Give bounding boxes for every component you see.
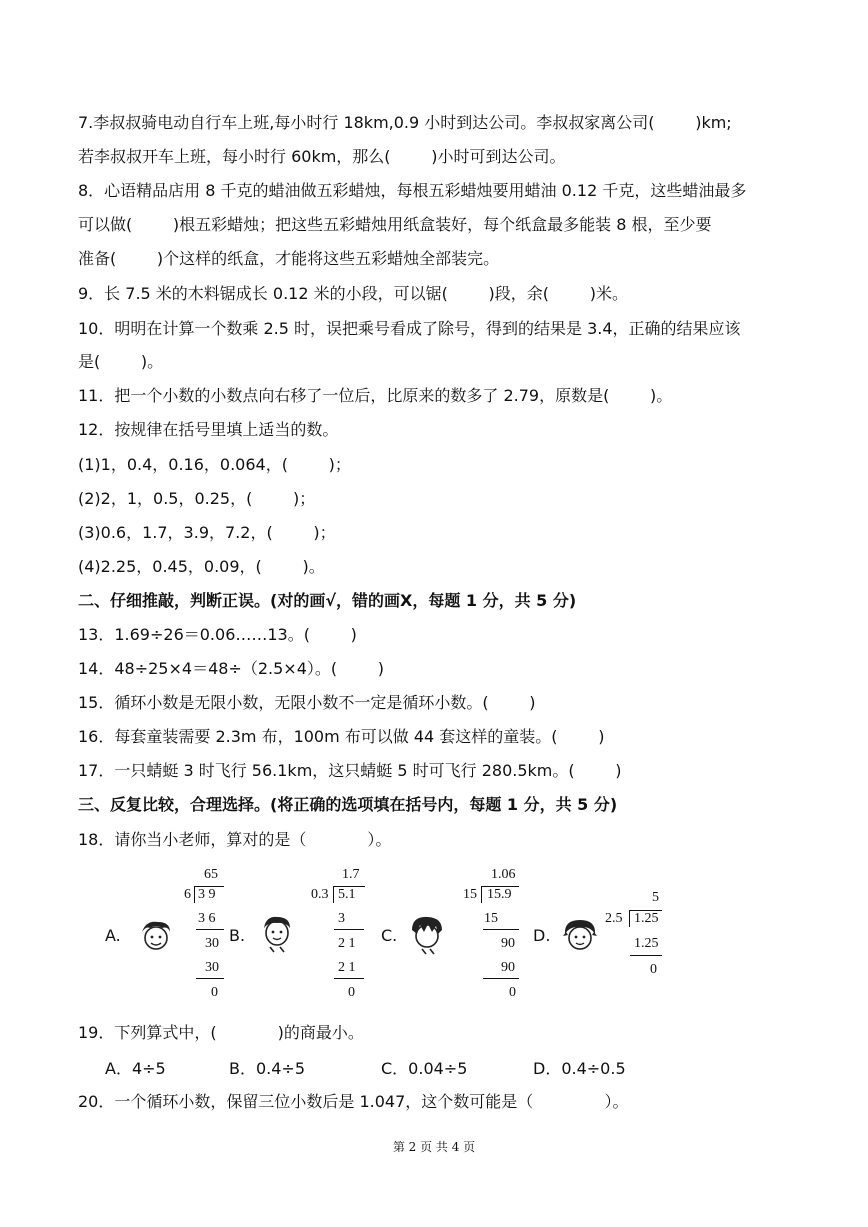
division-c-subtract-1: 15: [484, 911, 498, 926]
student-face-icon: [136, 916, 176, 956]
division-a-dividend: 3 9: [198, 887, 216, 902]
q8-line-3: 准备( )个这样的纸盒，才能将这些五彩蜡烛全部装完。: [78, 249, 500, 268]
division-d-dividend: 1.25: [634, 911, 659, 926]
student-face-icon: [560, 916, 600, 956]
choice-d-label: D.: [533, 926, 551, 945]
q9-line: 9．长 7.5 米的木料锯成长 0.12 米的小段，可以锯( )段，余( )米。: [78, 284, 628, 303]
q11-line: 11．把一个小数的小数点向右移了一位后，比原来的数多了 2.79，原数是( )。: [78, 386, 673, 405]
division-rule: [483, 929, 519, 930]
section-2-heading: 二、仔细推敲，判断正误。(对的画√，错的画X，每题 1 分，共 5 分): [78, 591, 577, 610]
division-bracket: [629, 910, 630, 927]
division-rule: [196, 978, 224, 979]
division-rule: [334, 978, 364, 979]
q12-part-2: (2)2，1，0.5，0.25，( )；: [78, 489, 316, 508]
division-a-subtract-2: 30: [205, 960, 219, 975]
division-b-remainder-1: 2 1: [338, 936, 356, 951]
q12-part-3: (3)0.6，1.7，3.9，7.2，( )；: [78, 523, 336, 542]
division-bar: [481, 886, 519, 887]
q19-option-d: D．0.4÷0.5: [533, 1059, 626, 1078]
choice-b-label: B.: [229, 926, 246, 945]
division-b-subtract-1: 3: [338, 911, 345, 926]
q16-line: 16．每套童装需要 2.3m 布，100m 布可以做 44 套这样的童装。( ): [78, 727, 605, 746]
division-c-subtract-2: 90: [501, 960, 515, 975]
division-b-subtract-2: 2 1: [338, 960, 356, 975]
q19-option-a: A．4÷5: [105, 1059, 166, 1078]
division-b-remainder-2: 0: [348, 985, 355, 1000]
section-3-heading: 三、反复比较，合理选择。(将正确的选项填在括号内，每题 1 分，共 5 分): [78, 795, 618, 814]
q7-line-1: 7.李叔叔骑电动自行车上班,每小时行 18km,0.9 小时到达公司。李叔叔家离公司( )km;: [78, 113, 732, 132]
division-c-remainder-1: 90: [501, 936, 515, 951]
q18-line: 18．请你当小老师，算对的是（ ）。: [78, 830, 392, 849]
division-bar: [629, 910, 662, 911]
division-d-subtract-1: 1.25: [634, 936, 659, 951]
division-bracket: [333, 886, 334, 903]
division-rule: [483, 978, 519, 979]
q8-line-2: 可以做( )根五彩蜡烛；把这些五彩蜡烛用纸盒装好，每个纸盒最多能装 8 根，至少要: [78, 215, 712, 234]
q12-part-1: (1)1，0.4，0.16，0.064，( )；: [78, 455, 351, 474]
q15-line: 15．循环小数是无限小数，无限小数不一定是循环小数。( ): [78, 693, 536, 712]
division-rule: [630, 955, 662, 956]
q10-line-2: 是( )。: [78, 352, 164, 371]
choice-a-label: A.: [105, 926, 121, 945]
division-c-quotient: 1.06: [491, 867, 516, 882]
division-b-quotient: 1.7: [342, 867, 360, 882]
q12-part-4: (4)2.25，0.45，0.09，( )。: [78, 557, 325, 576]
division-a-remainder-1: 30: [205, 936, 219, 951]
q19-line: 19．下列算式中，( )的商最小。: [78, 1023, 364, 1042]
division-a-remainder-2: 0: [211, 985, 218, 1000]
choice-c-label: C.: [381, 926, 398, 945]
division-d-quotient: 5: [652, 890, 659, 905]
q17-line: 17．一只蜻蜓 3 时飞行 56.1km，这只蜻蜓 5 时可飞行 280.5km。( ): [78, 761, 622, 780]
q20-line: 20．一个循环小数，保留三位小数后是 1.047，这个数可能是（ ）。: [78, 1092, 629, 1111]
division-d-divisor: 2.5: [605, 911, 623, 926]
division-bracket: [481, 886, 482, 903]
division-d-remainder-1: 0: [650, 962, 657, 977]
q19-option-b: B．0.4÷5: [229, 1059, 306, 1078]
division-a-divisor: 6: [184, 887, 191, 902]
division-bar: [333, 886, 365, 887]
division-bracket: [194, 886, 195, 903]
q10-line-1: 10．明明在计算一个数乘 2.5 时，误把乘号看成了除号，得到的结果是 3.4，正确的结果应该: [78, 319, 741, 338]
q14-line: 14．48÷25×4＝48÷（2.5×4）。( ): [78, 659, 385, 678]
student-face-icon: [408, 914, 446, 956]
division-b-divisor: 0.3: [311, 887, 329, 902]
division-a-quotient: 65: [204, 867, 218, 882]
division-c-remainder-2: 0: [509, 985, 516, 1000]
division-c-dividend: 15.9: [487, 887, 512, 902]
division-a-subtract-1: 3 6: [198, 911, 216, 926]
student-face-icon: [258, 914, 296, 956]
q19-option-c: C．0.04÷5: [381, 1059, 468, 1078]
page-footer: 第 2 页 共 4 页: [392, 1140, 476, 1154]
division-rule: [196, 929, 224, 930]
division-bar: [194, 886, 224, 887]
q13-line: 13．1.69÷26＝0.06……13。( ): [78, 625, 357, 644]
division-c-divisor: 15: [463, 887, 477, 902]
q7-line-2: 若李叔叔开车上班，每小时行 60km，那么( )小时可到达公司。: [78, 147, 566, 166]
division-rule: [334, 929, 364, 930]
division-b-dividend: 5.1: [338, 887, 356, 902]
q8-line-1: 8．心语精品店用 8 千克的蜡油做五彩蜡烛，每根五彩蜡烛要用蜡油 0.12 千克，这些蜡油最多: [78, 181, 747, 200]
q12-line: 12．按规律在括号里填上适当的数。: [78, 420, 339, 439]
